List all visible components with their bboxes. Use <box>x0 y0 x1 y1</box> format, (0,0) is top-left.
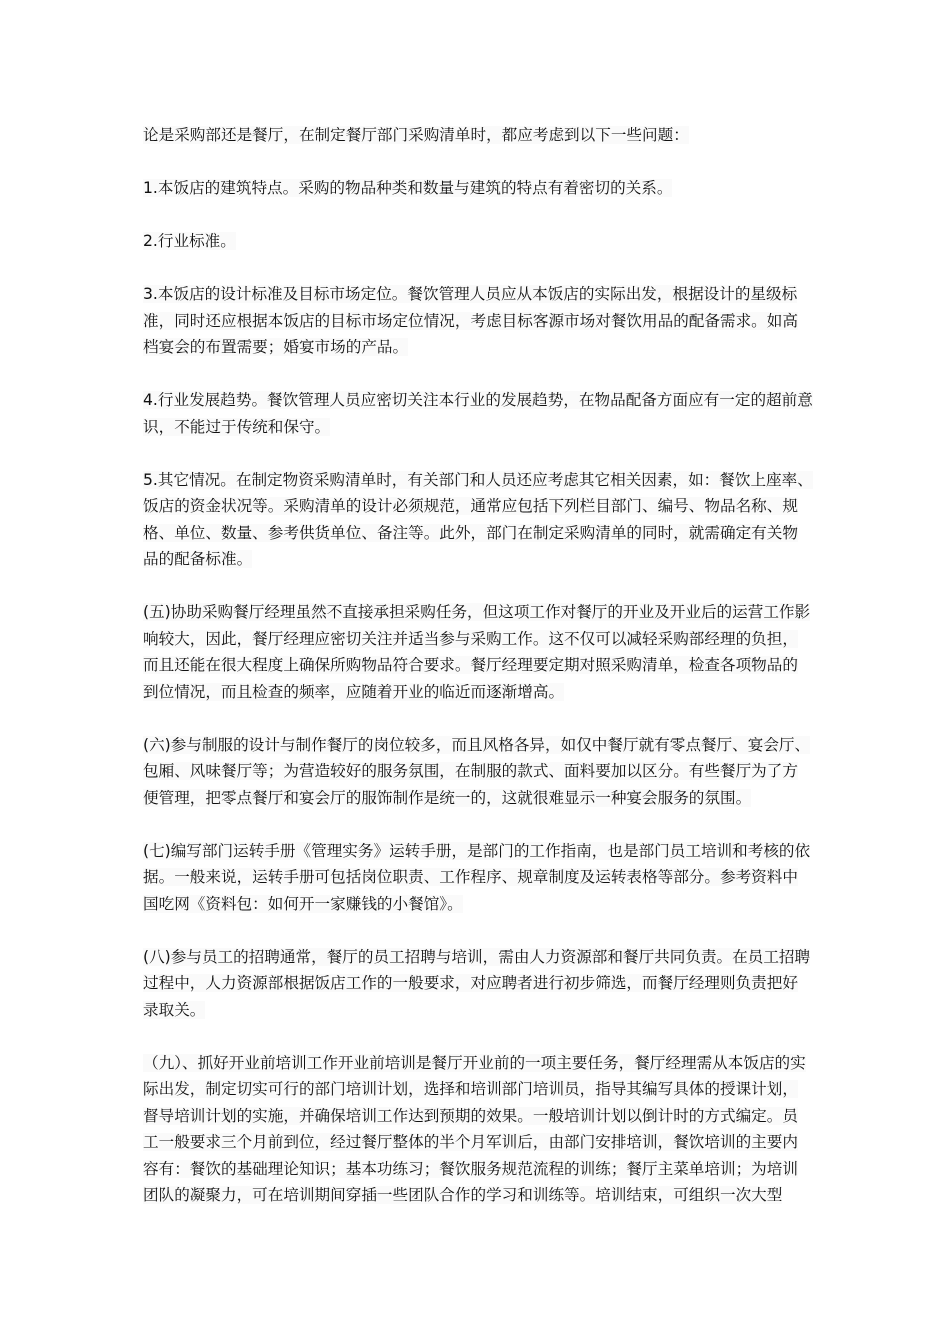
paragraph-text: （九）、抓好开业前培训工作开业前培训是餐厅开业前的一项主要任务，餐厅经理需从本饭店的实际出发，制定切实可行的部门培训计划，选择和培训部门培训员，指导其编写具体的授课计划，督导培训计划的实施，并确保培训工作达到预期的效果。一般培训计划以倒计时的方式编定。员工一般要求三个月前到位，经过餐厅整体的半个月军训后，由部门安排培训，餐饮培训的主要内容有：餐饮的基础理论知识；基本功练习；餐饮服务规范流程的训练；餐厅主菜单培训；为培训团队的凝聚力，可在培训期间穿插一些团队合作的学习和训练等。培训结束，可组织一次大型 <box>143 1053 806 1204</box>
paragraph-section-5 <box>143 599 813 705</box>
paragraph-section-7 <box>143 838 813 918</box>
paragraph-text: (八)参与员工的招聘通常，餐厅的员工招聘与培训，需由人力资源部和餐厅共同负责。在员工招聘过程中，人力资源部根据饭店工作的一般要求，对应聘者进行初步筛选，而餐厅经理则负责把好录取关。 <box>143 947 811 1019</box>
paragraph-item-2 <box>143 228 813 255</box>
paragraph-text: 4.行业发展趋势。餐饮管理人员应密切关注本行业的发展趋势，在物品配备方面应有一定的超前意识，不能过于传统和保守。 <box>143 391 813 436</box>
paragraph-text: (五)协助采购餐厅经理虽然不直接承担采购任务，但这项工作对餐厅的开业及开业后的运营工作影响较大，因此，餐厅经理应密切关注并适当参与采购工作。这不仅可以减轻采购部经理的负担，而且还能在很大程度上确保所购物品符合要求。餐厅经理要定期对照采购清单，检查各项物品的到位情况，而且检查的频率，应随着开业的临近而逐渐增高。 <box>143 603 811 701</box>
paragraph-section-8 <box>143 944 813 1024</box>
paragraph-item-5 <box>143 467 813 573</box>
paragraph-text: (六)参与制服的设计与制作餐厅的岗位较多，而且风格各异，如仅中餐厅就有零点餐厅、宴会厅、包厢、风味餐厅等；为营造较好的服务氛围，在制服的款式、面料要加以区分。有些餐厅为了方便管理，把零点餐厅和宴会厅的服饰制作是统一的，这就很难显示一种宴会服务的氛围。 <box>143 735 811 807</box>
paragraph-text: 3.本饭店的设计标准及目标市场定位。餐饮管理人员应从本饭店的实际出发，根据设计的星级标准，同时还应根据本饭店的目标市场定位情况，考虑目标客源市场对餐饮用品的配备需求。如高档宴会的布置需要；婚宴市场的产品。 <box>143 285 798 356</box>
paragraph-text: 5.其它情况。在制定物资采购清单时，有关部门和人员还应考虑其它相关因素，如：餐饮上座率、饭店的资金状况等。采购清单的设计必须规范，通常应包括下列栏目部门、编号、物品名称、规格、单位、数量、参考供货单位、备注等。此外，部门在制定采购清单的同时，就需确定有关物品的配备标准。 <box>143 470 813 568</box>
document-body <box>143 122 813 1235</box>
paragraph-item-4 <box>143 387 813 440</box>
paragraph-text: 1.本饭店的建筑特点。采购的物品种类和数量与建筑的特点有着密切的关系。 <box>143 179 673 197</box>
paragraph-text: 2.行业标准。 <box>143 232 236 250</box>
paragraph-text: 论是采购部还是餐厅，在制定餐厅部门采购清单时，都应考虑到以下一些问题： <box>143 126 689 144</box>
paragraph-item-3 <box>143 281 813 361</box>
paragraph-intro <box>143 122 813 149</box>
paragraph-section-9 <box>143 1050 813 1209</box>
paragraph-section-6 <box>143 732 813 812</box>
paragraph-item-1 <box>143 175 813 202</box>
paragraph-text: (七)编写部门运转手册《管理实务》运转手册，是部门的工作指南，也是部门员工培训和考核的依据。一般来说，运转手册可包括岗位职责、工作程序、规章制度及运转表格等部分。参考资料中国吃网《资料包：如何开一家赚钱的小餐馆》。 <box>143 841 811 913</box>
